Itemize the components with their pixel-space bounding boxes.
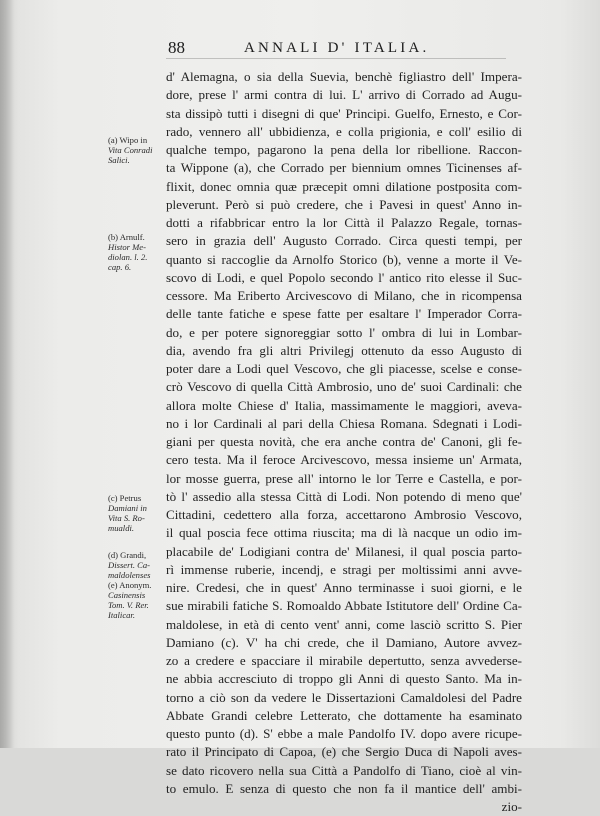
text-line: Abbate Grandi celebre Letterato, che dottamente ha esaminato bbox=[166, 707, 522, 723]
text-line: ta Wippone (a), che Corrado per biennium omnes Ticinenses af- bbox=[166, 160, 522, 176]
text-line: rì immense ruberie, incendj, e stragi per moltissimi anni avve- bbox=[166, 561, 522, 577]
text-line: dia, avendo fra gli altri Privilegj ottenuto da esso Augusto di bbox=[166, 342, 522, 358]
marginal-note-line: Vita Conradi bbox=[108, 145, 153, 155]
text-line: crò Vescovo di quella Città Ambrosio, uno de' suoi Cardinali: che bbox=[166, 379, 522, 395]
text-line: il qual poscia fece ottima riuscita; ma di là nacque un odio im- bbox=[166, 525, 522, 541]
marginal-note-c bbox=[108, 493, 168, 533]
running-title: ANNALI D' ITALIA. bbox=[244, 40, 430, 56]
marginal-note-line: (c) Petrus bbox=[108, 493, 142, 503]
marginal-note-line: (b) Arnulf. bbox=[108, 232, 145, 242]
marginal-note-d bbox=[108, 550, 168, 580]
text-line: Cittadini, cedettero alla forza, accettarono Ambrosio Vescovo, bbox=[166, 507, 522, 522]
text-line: se dato ricovero nella sua Città a Pandolfo di Tiano, cioè al vin- bbox=[166, 762, 522, 778]
text-line: cero testa. Ma il feroce Arcivescovo, messa insieme un' Armata, bbox=[166, 452, 522, 468]
gutter-shadow bbox=[0, 0, 14, 748]
text-line: rato il Principato di Capoa, (e) che Sergio Duca di Napoli aves- bbox=[166, 744, 522, 760]
text-line: dotti a rifabbricar entro la lor Città il Palazzo Regale, tornas- bbox=[166, 215, 522, 230]
marginal-note-b bbox=[108, 232, 168, 272]
marginal-note-line: Salici. bbox=[108, 155, 130, 165]
text-line: delle tante fatiche e spese fatte per esaltare l' Imperador Corra- bbox=[166, 306, 522, 322]
page-number: 88 bbox=[168, 38, 185, 57]
marginal-note-line: (a) Wipo in bbox=[108, 135, 148, 145]
marginal-note-line: Dissert. Ca- bbox=[108, 560, 151, 570]
text-line: giani per questa novità, che era anche contra de' Canoni, gli fe- bbox=[166, 434, 522, 449]
marginal-note-line: maldolenses bbox=[108, 570, 151, 580]
marginal-note-line: Tom. V. Rer. bbox=[108, 600, 149, 610]
text-line: cessore. Ma Eriberto Arcivescovo di Milano, che in ricompensa bbox=[166, 288, 522, 303]
text-line: scovo di Lodi, e quel Popolo secondo l' antico rito elesse il Suc- bbox=[166, 269, 522, 285]
text-line: dore, prese l' armi contra di lui. L' arrivo di Corrado ad Augu- bbox=[166, 87, 522, 103]
marginal-note-line: mualdi. bbox=[108, 523, 135, 533]
text-line: lor mosse guerra, prese all' intorno le lor Terre e Castella, e por- bbox=[166, 470, 522, 486]
text-line: ne abbia accresciuto di troppo gli Anni di questo Santo. Ma in- bbox=[166, 671, 522, 687]
text-line: tò l' assedio alla stessa Città di Lodi. Non potendo di meno que' bbox=[166, 488, 522, 504]
marginal-note-line: Damiani in bbox=[108, 503, 147, 513]
marginal-note-line: (e) Anonym. bbox=[108, 580, 152, 590]
marginal-note-line: Casinensis bbox=[108, 590, 146, 600]
text-line: pleverunt. Però si può credere, che i Pavesi in quest' Anno in- bbox=[166, 196, 522, 212]
marginal-note-line: (d) Grandi, bbox=[108, 550, 147, 560]
marginal-note-line: Histor Me- bbox=[108, 242, 146, 252]
marginal-note-e bbox=[108, 580, 168, 620]
text-line: d' Alemagna, o sia della Suevia, benchè figliastro dell' Impera- bbox=[166, 69, 522, 84]
text-line: torno a ciò son da vedere le Dissertazioni Camaldolesi del Padre bbox=[166, 689, 522, 705]
page-header bbox=[168, 38, 500, 60]
marginal-note-line: Italicar. bbox=[108, 610, 135, 620]
header-rule bbox=[166, 58, 506, 59]
text-line: zo a credere e spacciare il mirabile depertutto, senza avvederse- bbox=[166, 653, 522, 668]
text-line: to emulo. E senza di questo che non fa il mantice dell' ambi- bbox=[166, 780, 522, 796]
text-line: qualche tempo, pagarono la pena della lor ribellione. Raccon- bbox=[166, 142, 522, 157]
main-text bbox=[166, 68, 522, 816]
text-line: rado, vennero all' ubbidienza, e colla prigionia, e coll' esilio di bbox=[166, 123, 522, 139]
marginal-note-a bbox=[108, 135, 168, 165]
text-line: nire. Credesi, che in quest' Anno terminasse i suoi giorni, e le bbox=[166, 580, 522, 595]
marginal-note-line: diolan. l. 2. bbox=[108, 252, 148, 262]
marginal-note-line: cap. 6. bbox=[108, 262, 132, 272]
marginal-note-line: Vita S. Ro- bbox=[108, 513, 145, 523]
text-line: zio- bbox=[501, 799, 522, 814]
text-line: questo punto (d). S' ebbe a male Pandolfo IV. dopo avere ricupe- bbox=[166, 726, 522, 741]
text-line: sero in grazia dell' Augusto Corrado. Circa questi tempi, per bbox=[166, 233, 522, 249]
text-line: quanto si raccoglie da Arnolfo Storico (b), venne a morte il Ve- bbox=[166, 251, 522, 267]
text-line: sta dissipò tutti i disegni di que' Principi. Guelfo, Ernesto, e Cor- bbox=[166, 105, 522, 121]
text-line: do, e per potere signoreggiar sotto l' ombra di lui in Lombar- bbox=[166, 324, 522, 340]
text-line: no i lor Cardinali al pari della Chiesa Romana. Sdegnati i Lodi- bbox=[166, 415, 522, 431]
text-line: sue mirabili fatiche S. Romoaldo Abbate Istitutore dell' Ordine Ca- bbox=[166, 598, 522, 614]
text-line: poter dare a Lodi quel Vescovo, che gli piacesse, scelse e conse- bbox=[166, 361, 522, 376]
text-line: flixit, donec omnia quæ præcepit omni dilatione postposita com- bbox=[166, 178, 522, 194]
text-line: maldolese, in età di cento vent' anni, come lasciò scritto S. Pier bbox=[166, 616, 522, 632]
text-line: allora molte Chiese d' Italia, massimamente le maggiori, aveva- bbox=[166, 397, 522, 413]
text-line: Damiano (c). V' ha chi crede, che il Damiano, Autore avvez- bbox=[166, 634, 522, 650]
text-line: placabile de' Lodigiani contra de' Milanesi, il qual poscia parto- bbox=[166, 543, 522, 559]
